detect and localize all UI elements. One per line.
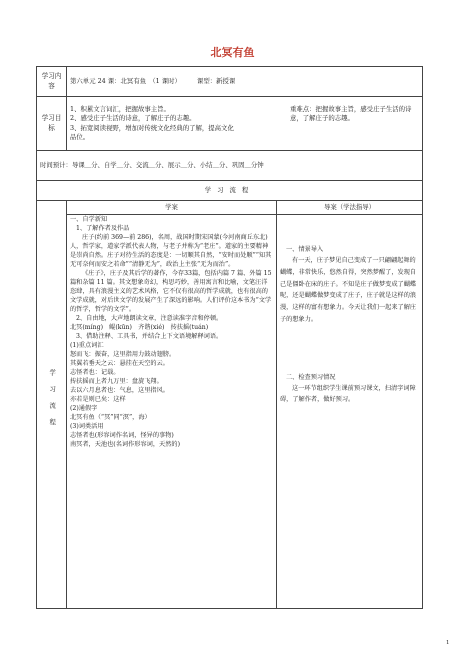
case-line: 3、借助注释、工具书，并结合上下文语境解释词语。 [76, 332, 223, 340]
case-line: 亦若是则已矣：这样 [70, 395, 126, 403]
guide-line: 一、情景导入 [286, 246, 324, 253]
content-text: 第六单元 24 课：北冥有鱼 （1 课时） 课型：新授课 [67, 67, 423, 97]
case-line: 去以六月息者也：气息，这里指风。 [70, 386, 169, 394]
lesson-plan-table [36, 66, 423, 609]
focus-text: 重难点：把握故事主旨，感受庄子生活的诗意，了解庄子的志趣。 [290, 104, 412, 123]
goal-item: 1、积累文言词汇，把握故事主旨。 [70, 104, 170, 113]
goals-label: 学习目标 [37, 97, 67, 151]
case-line: 《庄子》，庄子及其后学的著作，今存33篇，包括内篇 7 篇、外篇 15 篇和杂篇 11 篇。其文想象奇幻，构思巧妙，善用寓言和比喻，文笔汪洋恣肆，具有浪漫主义的艺术风格，它不仅有很高的哲学成就，也有很高的文学成就，对后世文学的发展产生了深远的影响。人们评价这本书为“文学的哲学，哲学的文学”。 [70, 269, 272, 313]
process-side-label [37, 201, 67, 609]
goals-cell [67, 97, 423, 151]
case-line: 其翼若垂天之云：悬挂在天空的云。 [70, 359, 169, 367]
case-line: 南冥者，天池也(名词作形容词，天然的) [70, 440, 181, 448]
case-line: 抟扶摇而上者九万里：盘旋飞翔。 [70, 377, 163, 385]
case-line: 2、自由地，大声地朗读文章，注意读准字音和停顿。 [76, 314, 223, 322]
case-line: 一、自学新知 [70, 216, 108, 223]
case-header: 学案 [67, 201, 277, 215]
case-line: 志怪者也(形容词作名词，怪异的事物) [70, 431, 174, 439]
case-body [67, 215, 277, 609]
case-line: 志怪者也：记载。 [70, 368, 120, 376]
case-line: (1)重点词汇 [70, 341, 104, 349]
case-line: 北冥有鱼（“冥”同“溟”，海） [70, 413, 151, 421]
document-title: 北冥有鱼 [210, 46, 255, 59]
case-line: (3)词类活用 [70, 422, 104, 430]
case-line: (2)通假字 [70, 404, 98, 412]
process-header: 学习流程 [37, 181, 423, 201]
case-line: 北冥(míng) 鲲(kūn) 齐谐(xié) 抟扶摇(tuán) [70, 323, 209, 331]
goal-item: 3、拓宽阅读视野，增加对传统文化经典的了解，提高文化品位。 [70, 123, 234, 141]
case-line: 1、了解作者及作品 [76, 224, 130, 232]
goal-item: 2、感受庄子生活的诗意，了解庄子的志趣。 [70, 114, 196, 123]
time-estimate: 时间预计：导课＿分、自学＿分、交流＿分、展示＿分、小结＿分、巩固＿分钟 [37, 151, 423, 181]
page-number: 1 [446, 640, 450, 646]
guide-body [277, 215, 423, 609]
case-line: 怒而飞：振奋，这里指用力鼓动翅膀。 [70, 350, 176, 358]
process-side-text: 学习流程 [48, 368, 57, 435]
guide-line: 有一天，庄子梦见自己变成了一只翩翩起舞的蝴蝶，非常快乐，悠然自得，突然梦醒了，发现自己是僵卧在床的庄子。不知是庄子做梦变成了蝴蝶呢，还是蝴蝶做梦变成了庄子，庄子就是这样的浪漫，这样的富有想象力。今天让我们一起来了解庄子的想象力。 [280, 256, 417, 323]
content-label: 学习内容 [37, 67, 67, 97]
guide-line: 这一环节组织学生课前预习课文，扫清字词障碍，了解作者，做好预习。 [280, 384, 416, 404]
case-line: 庄子(约前 369—前 286)，名周，战国时期宋国蒙(今河南商丘东北)人，哲学家，道家学派代表人物，与老子并称为“老庄”。道家的主要精神是崇尚自然。庄子对待生活的态度是：一切顺其自然，“安时而处顺”“知其无可奈何而安之若命”“清静无为”，政治上主张“无为而治”。 [70, 233, 272, 268]
guide-line: 二、检查预习情况 [286, 373, 336, 381]
guide-header: 导案（学法指导） [277, 201, 423, 215]
